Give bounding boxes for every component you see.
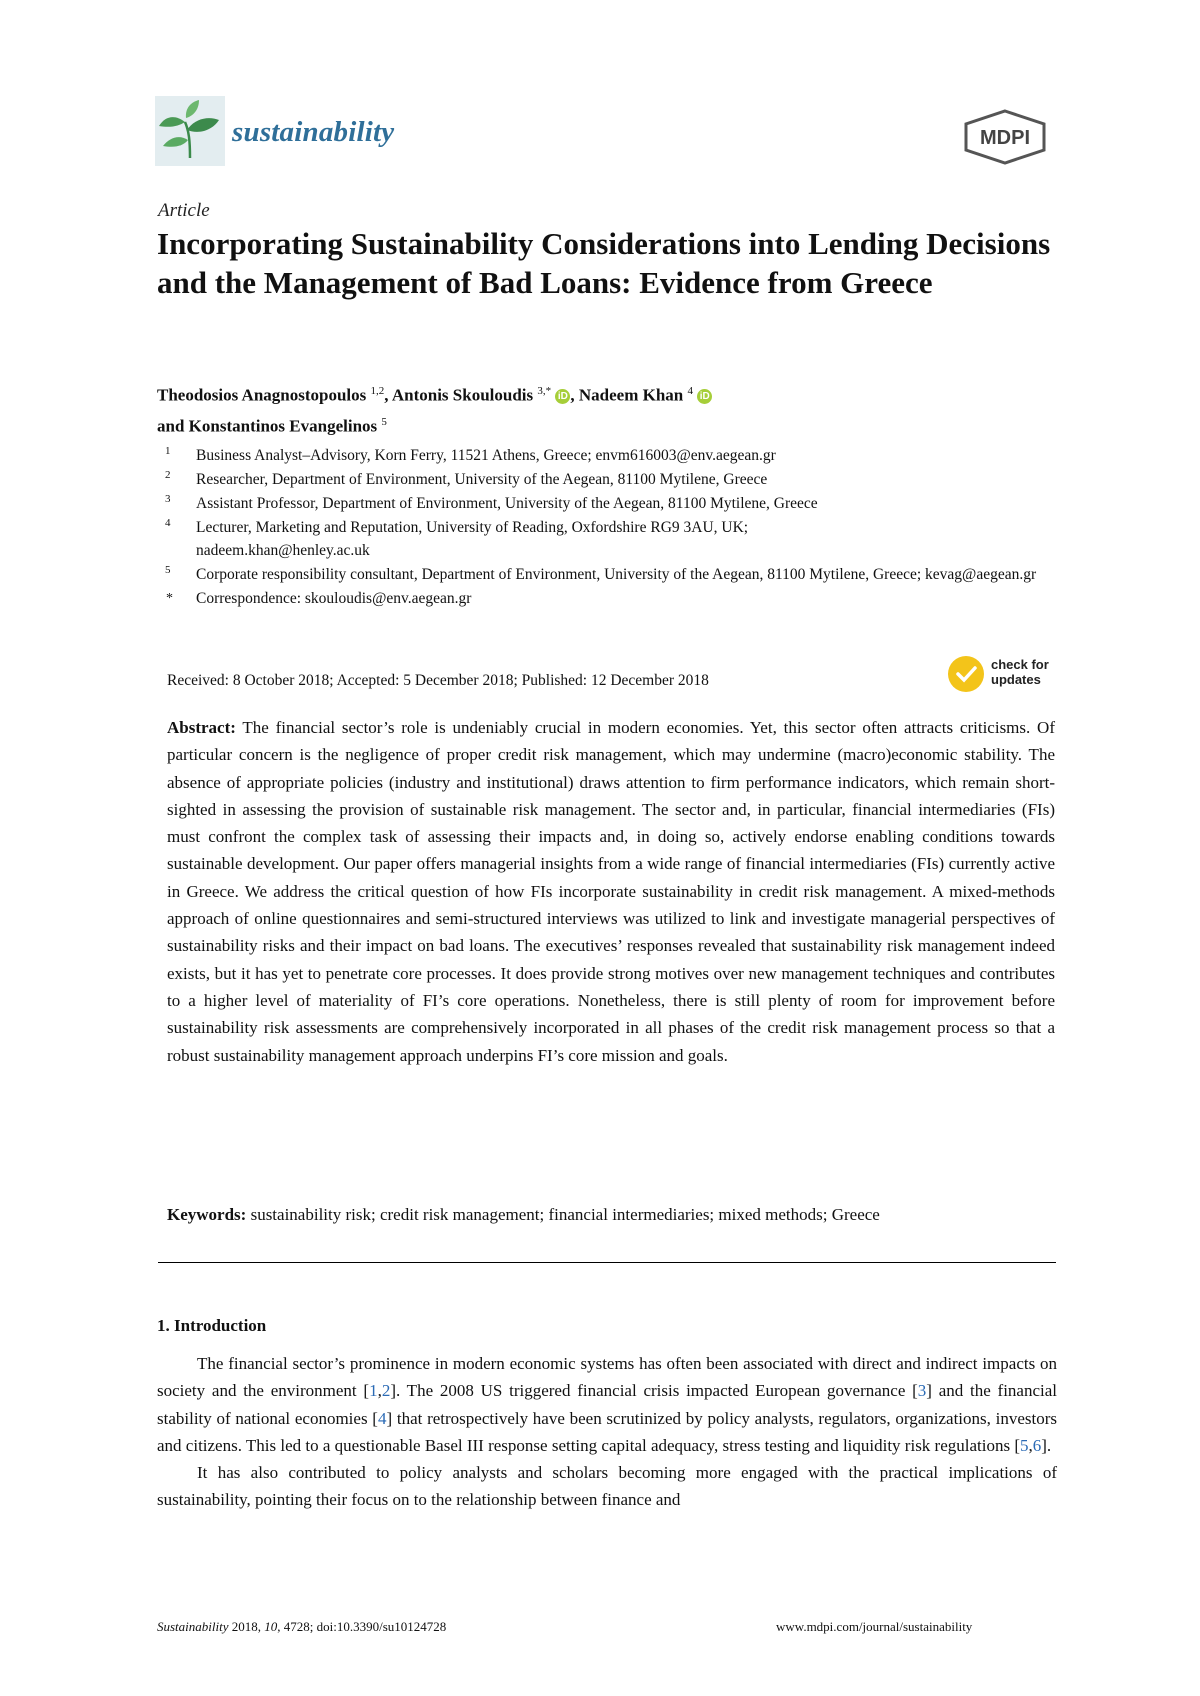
citation-link[interactable]: 5 [1020,1435,1029,1455]
citation-link[interactable]: 4 [377,1408,387,1428]
section-heading: 1. Introduction [157,1316,267,1335]
journal-name: sustainability [232,116,395,148]
publication-dates: Received: 8 October 2018; Accepted: 5 December 2018; Published: 12 December 2018 [167,672,709,689]
author-affil-sup: 5 [381,415,387,428]
affiliation-item [162,587,1062,610]
footer-url[interactable]: www.mdpi.com/journal/sustainability [776,1619,973,1634]
footer-year: 2018, [228,1619,265,1634]
keywords [167,1205,1067,1225]
author-affil-sup: 1,2 [370,385,385,397]
author-name: Antonis Skouloudis [391,385,534,405]
paragraph-text: ] and the financial stability of national economies [ [157,1381,1057,1428]
section-divider [158,1262,1056,1263]
article-type: Article [158,200,210,221]
citation-link[interactable]: 6 [1032,1435,1042,1455]
mdpi-hexagon-icon [960,108,1050,166]
orcid-icon[interactable]: iD [697,389,712,404]
author-conjunction: and [157,416,189,436]
paragraph-text: The financial sector’s prominence in modern economic systems has often been associated with direct and indirect impacts on society and the environment [ [157,1354,1057,1401]
citation-link[interactable]: 2 [381,1381,391,1401]
author-list [157,378,1057,439]
keywords-text: sustainability risk; credit risk management; financial intermediaries; mixed methods; Greece [246,1205,880,1224]
affiliation-item [162,468,1062,491]
affiliation-text: Corporate responsibility consultant, Department of Environment, University of the Aegean, 81100 Mytilene, Greece; kevag@aegean.gr [196,566,1037,583]
abstract [167,714,1055,1069]
affiliation-item [162,516,886,562]
affiliation-item [162,492,1062,515]
footer-doi: , 4728; doi:10.3390/su10124728 [277,1619,447,1634]
footer-citation [157,1619,446,1635]
paragraph-text: ]. [1041,1435,1052,1455]
correspondence-text: Correspondence: skouloudis@env.aegean.gr [196,590,472,607]
author-affil-sup: 3,* [537,385,552,397]
affiliation-text: Researcher, Department of Environment, University of the Aegean, 81100 Mytilene, Greece [196,471,768,488]
introduction-body [157,1350,1057,1514]
publisher-logo [960,108,1050,166]
affiliation-number: 1 [165,445,171,457]
affiliation-number: 4 [165,517,171,529]
leaf-icon [155,96,225,166]
affiliation-number: 3 [165,493,171,505]
citation-separator: , [377,1381,382,1401]
affiliation-item [162,444,1062,467]
affiliation-number: 2 [165,469,171,481]
author-name: Konstantinos Evangelinos [188,416,378,436]
author-affil-sup: 4 [687,385,693,397]
abstract-label: Abstract: [167,718,236,737]
citation-link[interactable]: 3 [917,1381,927,1401]
publisher-name: MDPI [980,127,1030,149]
keywords-label: Keywords: [167,1205,247,1224]
footer-journal: Sustainability [157,1619,229,1634]
paragraph-text: ] that retrospectively have been scrutinized by policy analysts, regulators, organizations, investors and citizens. This led to a questionable Basel III response setting capital adequacy, stress testing and liquidity risk regulations [ [157,1408,1058,1455]
paragraph [157,1350,1057,1459]
abstract-text: The financial sector’s role is undeniably crucial in modern economies. Yet, this sector often attracts criticisms. Of particular concern is the negligence of proper credit risk management, which may undermine (macro)economic stability. The absence of appropriate policies (industry and institutional) draws attention to firm performance indicators, which remain short-sighted in assessing the provision of sustainable risk management. The sector and, in particular, financial intermediaries (FIs) must confront the complex task of assessing their impacts and, in doing so, actively endorse enabling conditions towards sustainable development. Our paper offers managerial insights from a wide range of financial intermediaries (FIs) currently active in Greece. We address the critical question of how FIs incorporate sustainability in credit risk management. A mixed-methods approach of online questionnaires and semi-structured interviews was utilized to link and investigate managerial perspectives of sustainability risks and their impact on bad loans. The executives’ responses revealed that sustainability risk management indeed exists, but it has yet to penetrate core processes. It does provide strong motives over new management techniques and contributes to a higher level of materiality of FI’s core operations. Nonetheless, there is still plenty of room for improvement before sustainability risk assessments are comprehensively incorporated in all phases of the credit risk management process so that a robust sustainability management approach underpins FI’s core mission and goals. [167,718,1055,1065]
author-separator: , [570,385,579,405]
affiliation-text: Business Analyst–Advisory, Korn Ferry, 11521 Athens, Greece; envm616003@env.aegean.gr [196,447,776,464]
affiliation-item [162,563,1096,586]
footer-volume: 10 [264,1619,278,1634]
checkmark-icon [948,656,984,692]
author-name: Nadeem Khan [578,385,684,405]
check-for-updates-button[interactable] [948,656,1068,696]
affiliation-number: 5 [165,564,171,576]
citation-link[interactable]: 1 [369,1381,378,1401]
affiliation-list [162,444,1062,611]
paragraph-text: ]. The 2008 US triggered financial crisis impacted European governance [ [390,1381,918,1401]
orcid-icon[interactable]: iD [555,389,570,404]
affiliation-text: Lecturer, Marketing and Reputation, University of Reading, Oxfordshire RG9 3AU, UK; nadeem.khan@henley.ac.uk [196,519,749,559]
author-separator: , [384,385,392,405]
affiliation-text: Assistant Professor, Department of Environment, University of the Aegean, 81100 Mytilene, Greece [196,495,818,512]
paragraph: It has also contributed to policy analysts and scholars becoming more engaged with the practical implications of sustainability, pointing their focus on to the relationship between finance and [157,1463,1057,1510]
correspondence-marker: * [166,591,173,606]
paper-title: Incorporating Sustainability Considerations into Lending Decisions and the Management of Bad Loans: Evidence from Greece [157,226,1051,300]
check-updates-label [991,657,1049,687]
journal-logo [155,96,225,166]
author-name: Theodosios Anagnostopoulos [157,385,367,405]
check-updates-line2: updates [991,672,1041,687]
citation-separator: , [1028,1435,1033,1455]
check-updates-line1: check for [991,657,1049,672]
